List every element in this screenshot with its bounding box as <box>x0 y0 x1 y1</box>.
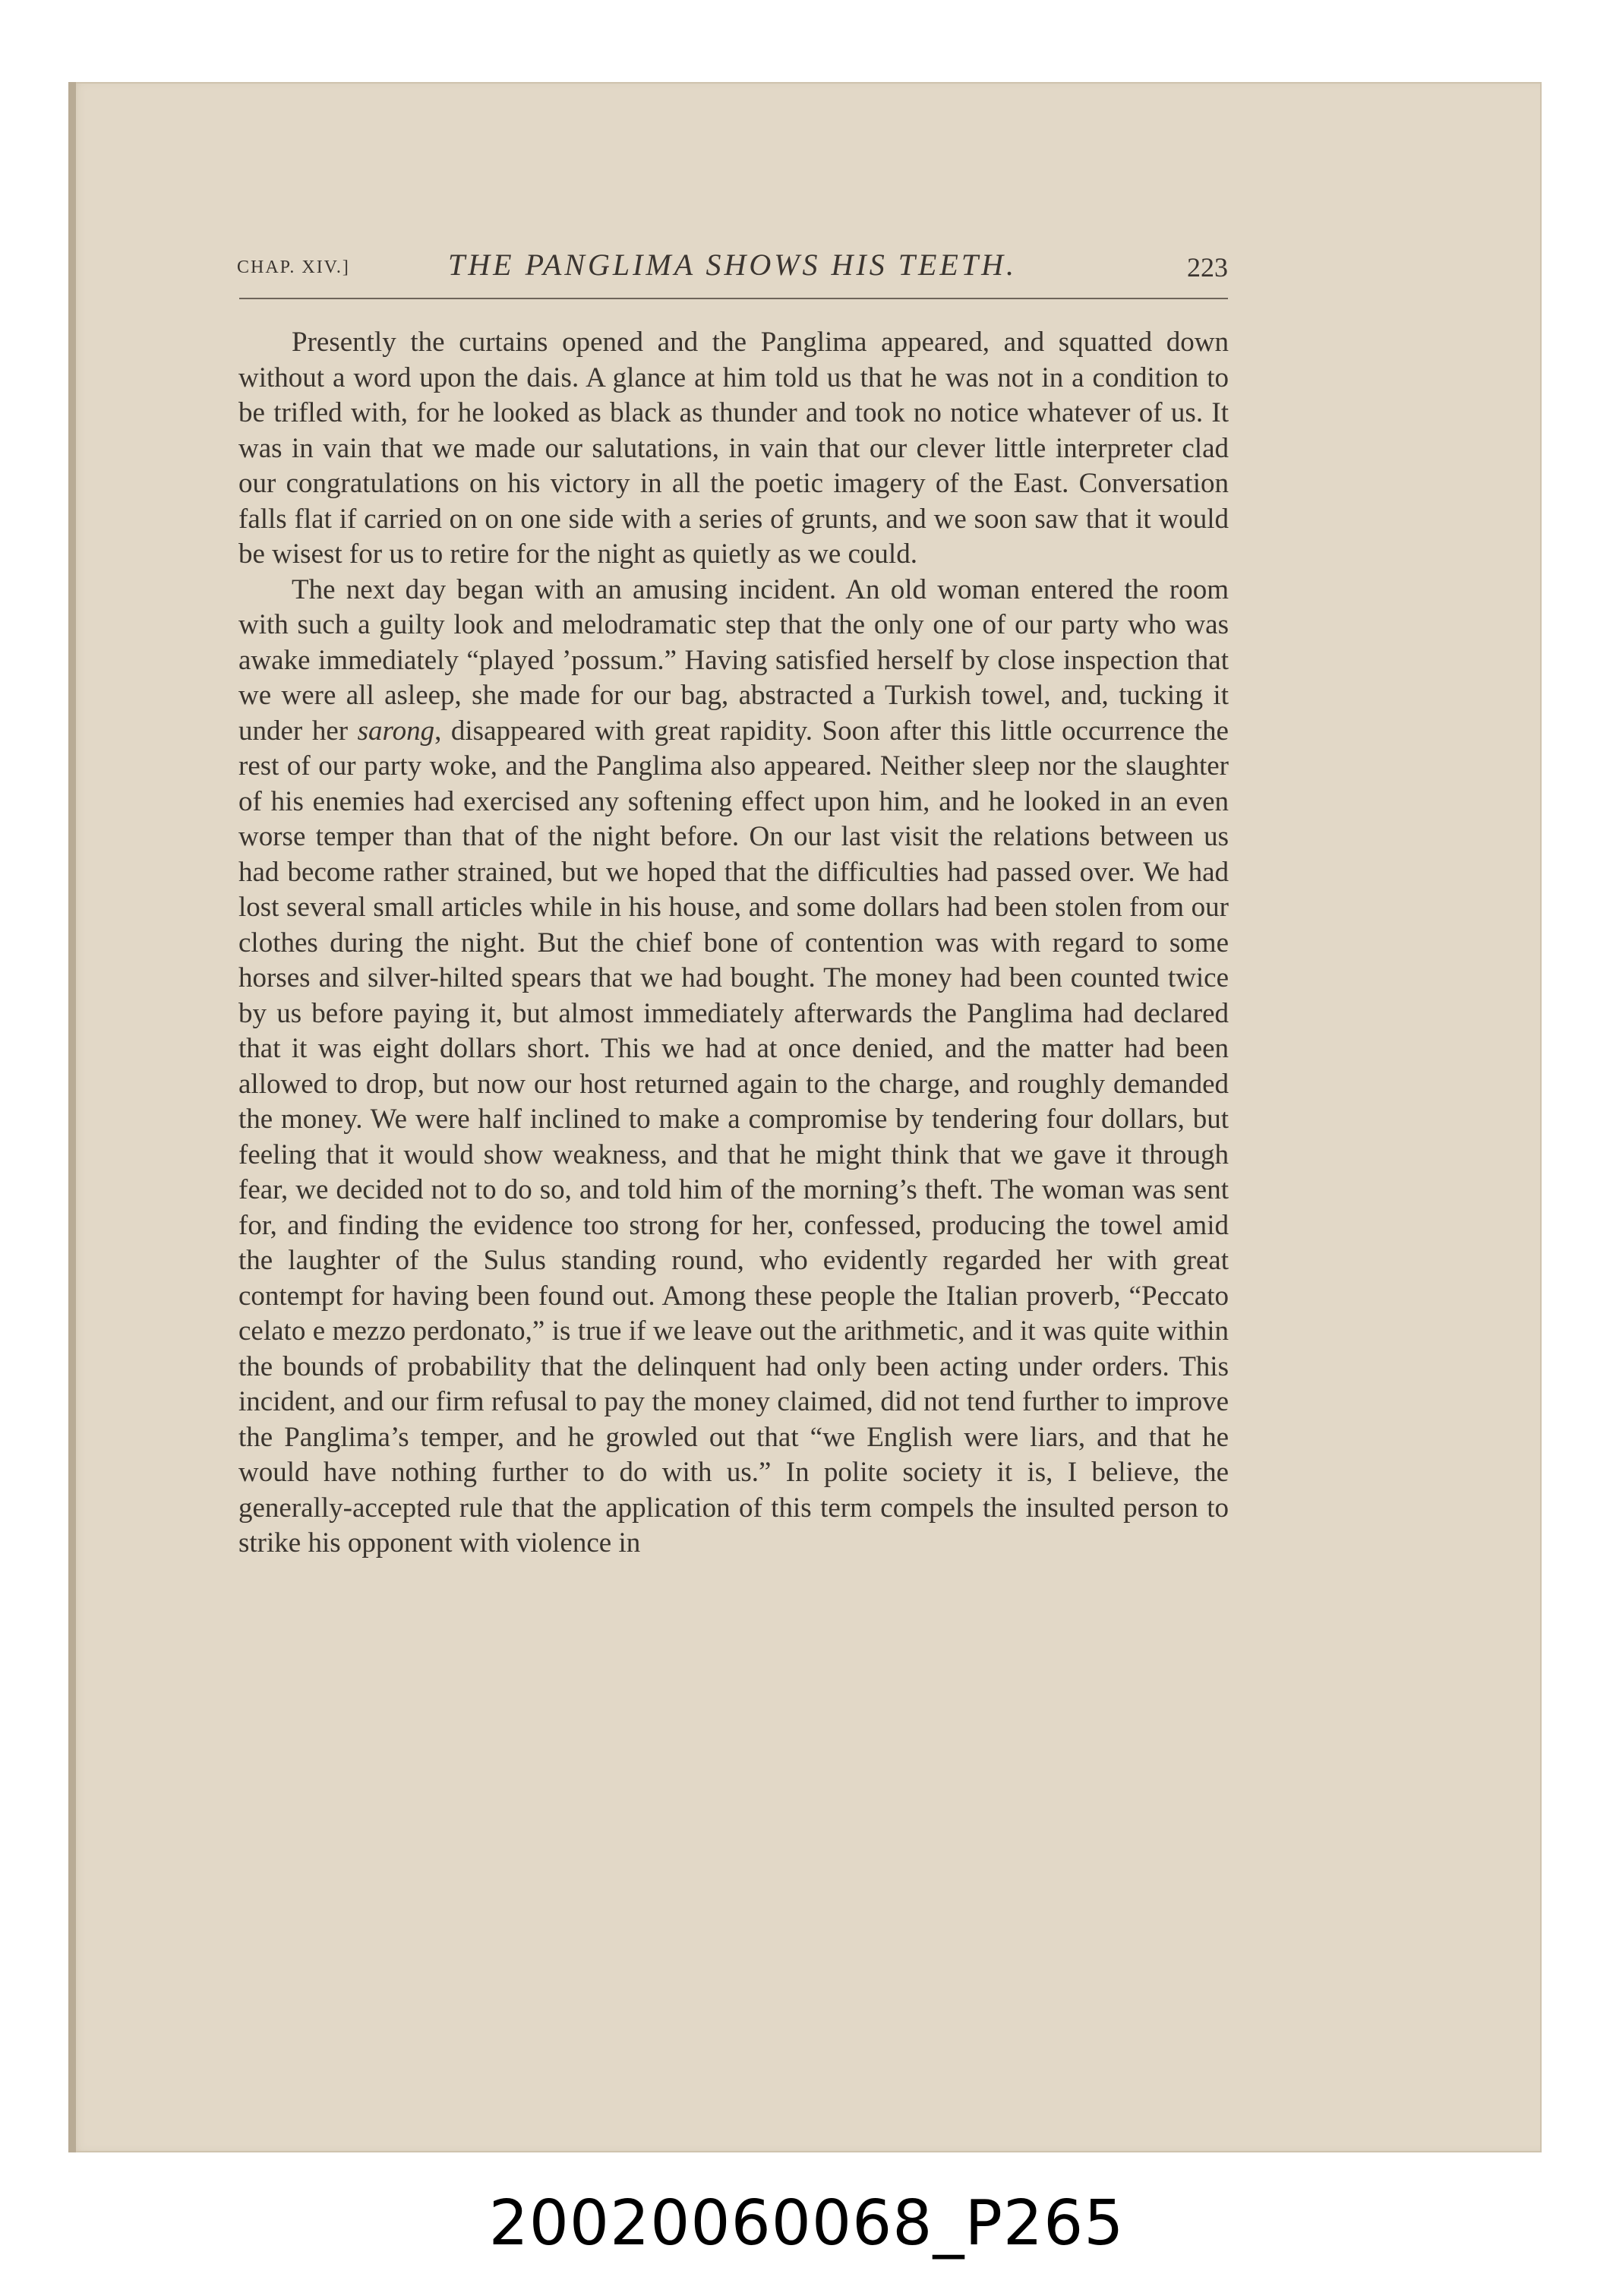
running-title: THE PANGLIMA SHOWS HIS TEETH. <box>448 248 1017 282</box>
image-id-label: 20020060068_P265 <box>488 2187 1125 2260</box>
paragraph-2-part-1: The next day began with an amusing incident. An old woman entered the room with such a guilty look and melodramatic step that the only one of our party who was awake immediately “played ’possum.” Having satisfied herself by close inspection that we were all asleep, she made for our bag, abstracted a Turkish towel, and, tucking it under her <box>238 573 1229 747</box>
page-edge-shadow <box>68 82 76 2152</box>
body-text <box>238 325 1229 1562</box>
paragraph-1: Presently the curtains opened and the Panglima appeared, and squatted down without a word upon the dais. A glance at him told us that he was not in a condition to be trifled with, for he looked as black as thunder and took no notice whatever of us. It was in vain that we made our salutations, in vain that our clever little interpreter clad our congratulations on his victory in all the poetic imagery of the East. Conversation falls flat if carried on on one side with a series of grunts, and we soon saw that it would be wisest for us to retire for the night as quietly as we could. <box>238 327 1229 570</box>
italic-word-sarong: sarong <box>357 715 435 747</box>
page-number: 223 <box>1187 252 1228 283</box>
paragraph-2-part-2: , disappeared with great rapidity. Soon after this little occurrence the rest of our party woke, and the Panglima also appeared. Neither sleep nor the slaughter of his enemies had exercised any softening effect upon him, and he looked in an even worse temper than that of the night before. On our last visit the relations between us had become rather strained, but we hoped that the difficulties had passed over. We had lost several small articles while in his house, and some dollars had been stolen from our clothes during the night. But the chief bone of contention was with regard to some horses and silver-hilted spears that we had bought. The money had been counted twice by us before paying it, but almost immediately afterwards the Panglima had declared that it was eight dollars short. This we had at once denied, and the matter had been allowed to drop, but now our host returned again to the charge, and roughly demanded the money. We were half inclined to make a compromise by tendering four dollars, but feeling that it would show weakness, and that he might think that we gave it through fear, we decided not to do so, and told him of the morning’s theft. The woman was sent for, and finding the evidence too strong for her, confessed, producing the towel amid the laughter of the Sulus standing round, who evidently regarded her with great contempt for having been found out. Among these people the Italian proverb, “Peccato celato e mezzo perdonato,” is true if we leave out the arithmetic, and it was quite within the bounds of probability that the delinquent had only been acting under orders. This incident, and our firm refusal to pay the money claimed, did not tend further to improve the Panglima’s temper, and he growled out that “we English were liars, and that he would have nothing further to do with us.” In polite society it is, I believe, the generally-accepted rule that the application of this term compels the insulted person to strike his opponent with violence in <box>238 715 1229 1559</box>
header-rule <box>239 298 1228 299</box>
paragraph-2 <box>238 573 1229 1562</box>
running-head <box>237 247 1228 285</box>
chapter-marker: CHAP. XIV.] <box>237 257 350 277</box>
